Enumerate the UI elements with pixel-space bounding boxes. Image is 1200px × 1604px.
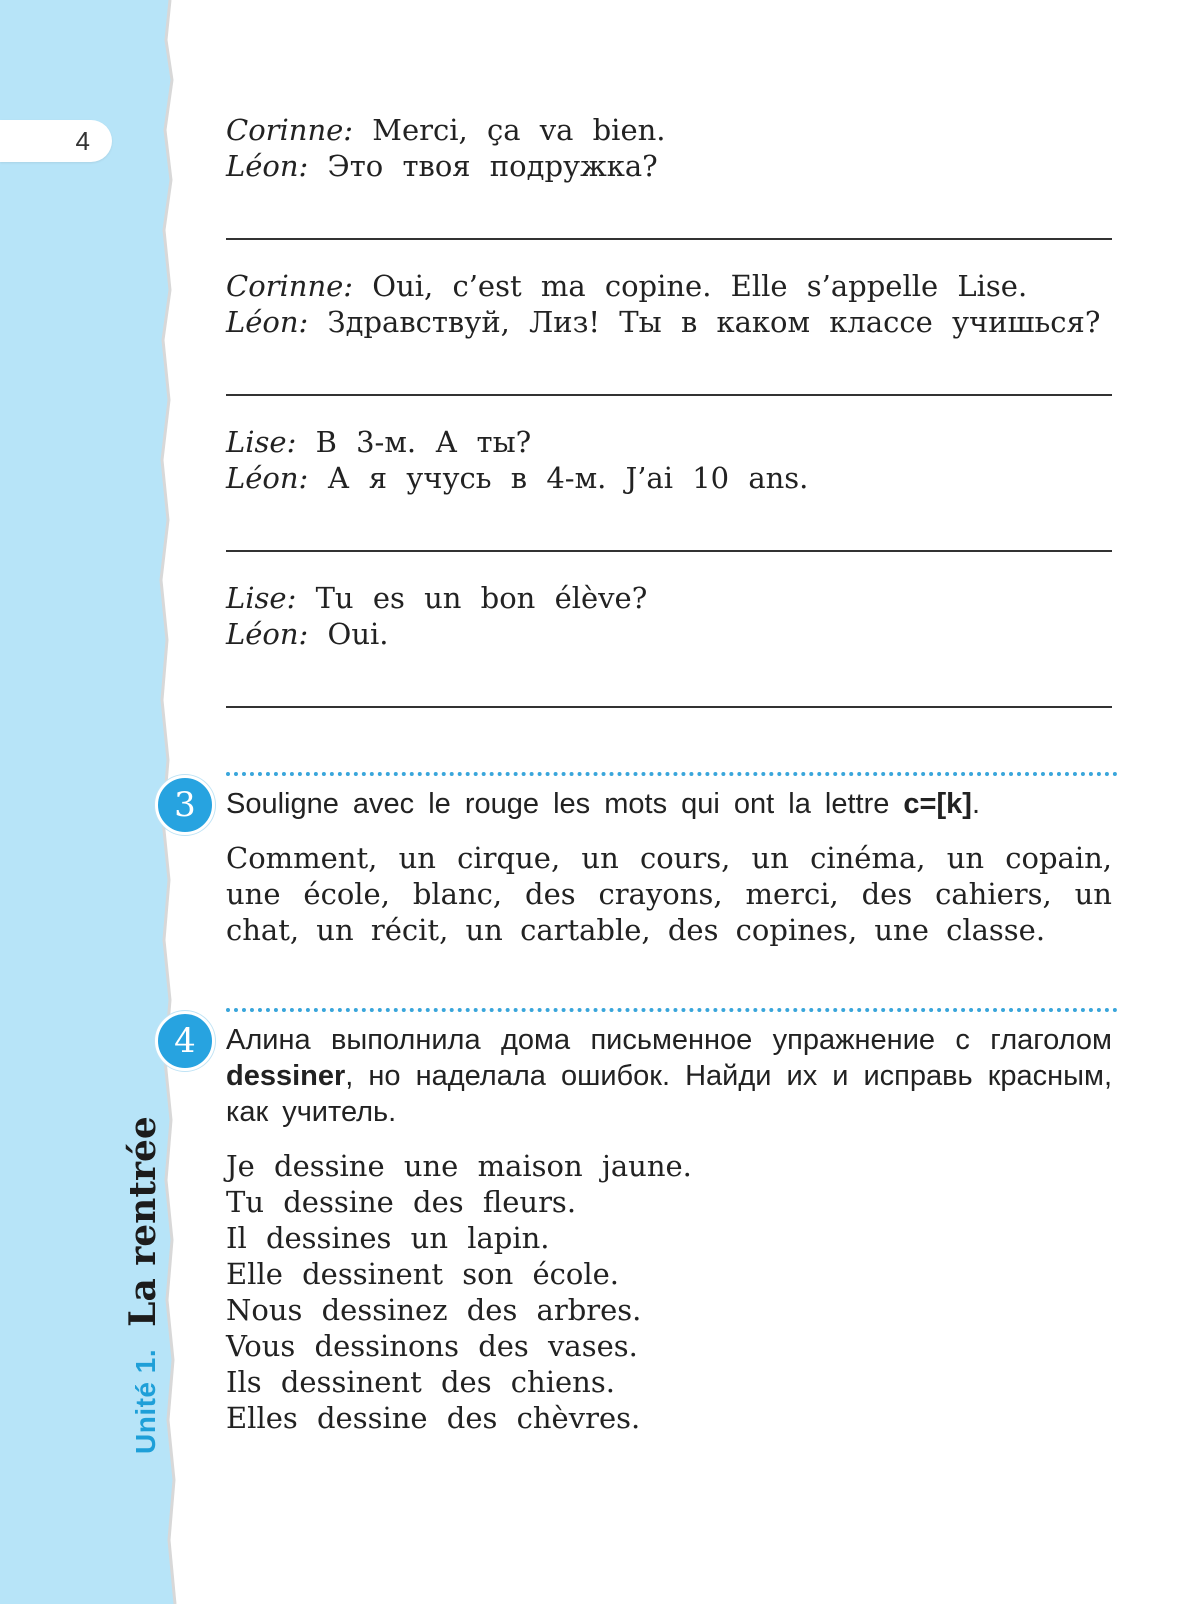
- dialogue-line: [226, 616, 1112, 652]
- exercise-instruction: [226, 786, 1112, 822]
- speaker-name: Lise:: [226, 581, 297, 615]
- dialogue-line: [226, 460, 1112, 496]
- line-text: Oui, c’est ma copine. Elle s’appelle Lise.: [372, 269, 1028, 303]
- dialogue-line: [226, 268, 1112, 304]
- line-text: А я учусь в 4-м. J’ai 10 ans.: [327, 461, 809, 495]
- page-number-tab: [0, 120, 112, 162]
- sentence-item: Il dessines un lapin.: [226, 1221, 550, 1255]
- unit-heading: [122, 1116, 164, 1454]
- answer-line-2[interactable]: [226, 394, 1112, 396]
- instruction-text: Souligne avec le rouge les mots qui ont la lettre: [226, 788, 890, 820]
- sentence-item: Nous dessinez des arbres.: [226, 1293, 642, 1327]
- line-text: Oui.: [327, 617, 389, 651]
- sentence-item: Vous dessinons des vases.: [226, 1329, 638, 1363]
- instruction-text-end: , но наделала ошибок. Найди их и исправь красным, как учитель.: [226, 1060, 1112, 1128]
- instruction-text-end: .: [971, 788, 980, 820]
- answer-line-3[interactable]: [226, 550, 1112, 552]
- dialogue-line: [226, 580, 1112, 616]
- sentence-item: Elle dessinent son école.: [226, 1257, 620, 1291]
- speaker-name: Léon:: [226, 617, 309, 651]
- speaker-name: Lise:: [226, 425, 297, 459]
- instruction-bold: dessiner: [226, 1060, 346, 1092]
- dialogue-block-4: [226, 580, 1112, 652]
- sentence-item: Je dessine une maison jaune.: [226, 1149, 692, 1183]
- speaker-name: Léon:: [226, 461, 309, 495]
- speaker-name: Corinne:: [226, 269, 354, 303]
- exercise-3: [226, 786, 1112, 948]
- dialogue-block-3: [226, 424, 1112, 496]
- section-divider: [226, 772, 1118, 776]
- section-divider: [226, 1008, 1118, 1012]
- line-text: Здравствуй, Лиз! Ты в каком классе учишься?: [327, 305, 1101, 339]
- sentence-item: Tu dessine des fleurs.: [226, 1185, 577, 1219]
- speaker-name: Léon:: [226, 305, 309, 339]
- line-text: Merci, ça va bien.: [372, 113, 666, 147]
- dialogue-line: [226, 424, 1112, 460]
- sentence-list: [226, 1148, 1112, 1436]
- line-text: Tu es un bon élève?: [315, 581, 648, 615]
- answer-line-1[interactable]: [226, 238, 1112, 240]
- exercise-instruction: [226, 1022, 1112, 1130]
- dialogue-block-1: [226, 112, 1112, 184]
- unit-label: Unité 1.: [130, 1348, 161, 1454]
- instruction-text: Алина выполнила дома письменное упражнение с глаголом: [226, 1024, 1112, 1056]
- exercise-number-badge: 3: [155, 775, 215, 835]
- dialogue-line: [226, 148, 1112, 184]
- instruction-bold: c=[k]: [903, 788, 972, 820]
- exercise-word-list: Comment, un cirque, un cours, un cinéma, un copain, une école, blanc, des crayons, merci, des cahiers, un chat, un récit, un cartable, des copines, une classe.: [226, 841, 1112, 947]
- exercise-number-badge: 4: [155, 1011, 215, 1071]
- line-text: Это твоя подружка?: [327, 149, 658, 183]
- sidebar: [0, 0, 180, 1604]
- speaker-name: Corinne:: [226, 113, 354, 147]
- theme-label: La rentrée: [122, 1116, 164, 1327]
- sentence-item: Ils dessinent des chiens.: [226, 1365, 615, 1399]
- line-text: В 3-м. А ты?: [315, 425, 532, 459]
- speaker-name: Léon:: [226, 149, 309, 183]
- page-number: 4: [75, 126, 90, 156]
- answer-line-4[interactable]: [226, 706, 1112, 708]
- exercise-4: [226, 1022, 1112, 1436]
- sentence-item: Elles dessine des chèvres.: [226, 1401, 641, 1435]
- dialogue-block-2: [226, 268, 1112, 340]
- dialogue-line: [226, 304, 1112, 340]
- dialogue-line: [226, 112, 1112, 148]
